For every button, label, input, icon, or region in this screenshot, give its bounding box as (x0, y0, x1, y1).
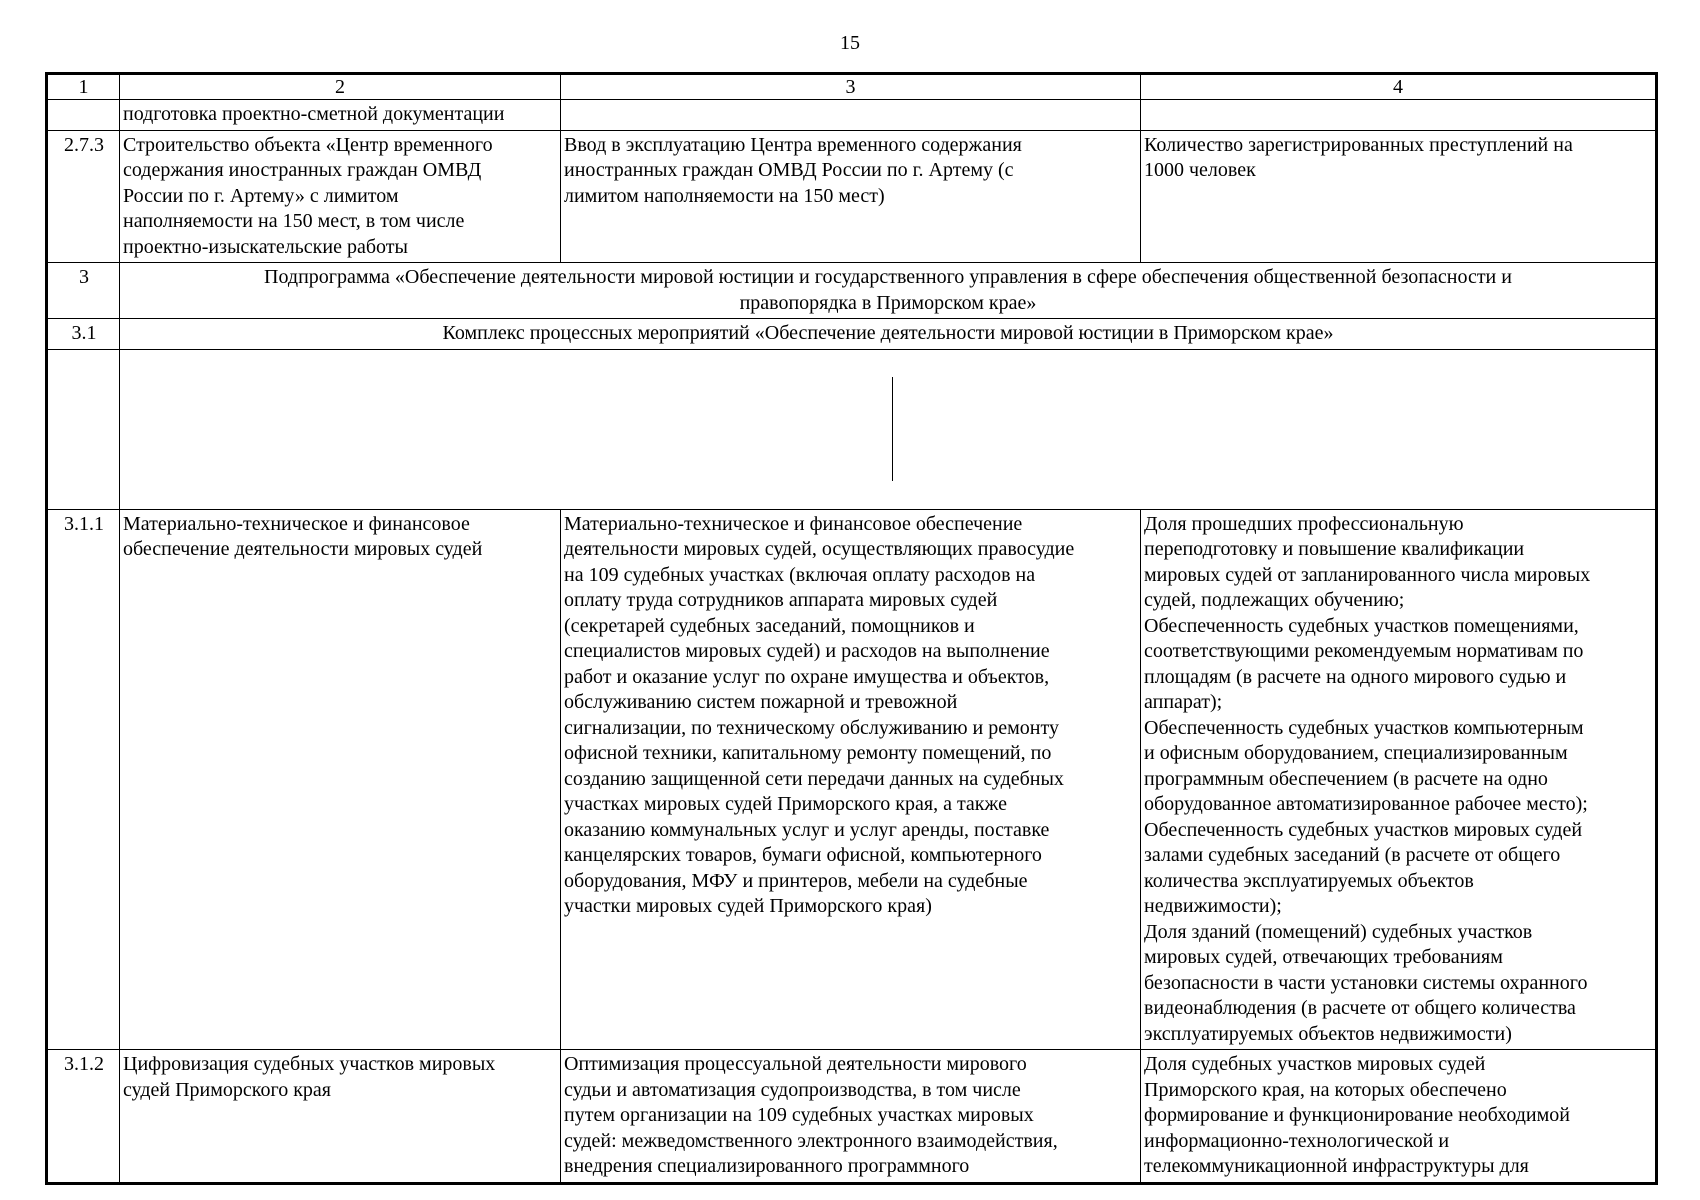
responsible-text (123, 377, 893, 481)
measures-table (45, 72, 1658, 1185)
measure-description: Ввод в эксплуатацию Центра временного содержания иностранных граждан ОМВД России по г. Артему (с лимитом наполняемости на 150 мест) (561, 130, 1141, 263)
measure-indicator: Доля прошедших профессиональную переподготовку и повышение квалификации мировых судей от запланированного числа мировых судей, подлежащих обучению; Обеспеченность судебных участков помещениями, соответствующими рекомендуемым нормативам по площадям (в расчете на одного мирового судью и аппарат); Обеспеченность судебных участков компьютерным и офисным оборудованием, специализированным программным обеспечением (в расчете на одно оборудованное автоматизированное рабочее место); Обеспеченность судебных участков мировых судей залами судебных заседаний (в расчете от общего количества эксплуатируемых объектов недвижимости); Доля зданий (помещений) судебных участков мировых судей, отвечающих требованиям безопасности в части установки системы охранного видеонаблюдения (в расчете от общего количества эксплуатируемых объектов недвижимости) (1141, 509, 1657, 1050)
subprogram-title: Подпрограмма «Обеспечение деятельности мировой юстиции и государственного управления в сфере обеспечения общественной безопасности и правопорядка в Приморском крае» (120, 263, 1657, 319)
table-row (47, 130, 1657, 263)
table-row (47, 100, 1657, 131)
measure-name: подготовка проектно-сметной документации (120, 100, 561, 131)
measure-name: Строительство объекта «Центр временного содержания иностранных граждан ОМВД России по г. Артему» с лимитом наполняемости на 150 мест, в том числе проектно-изыскательские работы (120, 130, 561, 263)
row-number: 3 (47, 263, 120, 319)
measure-description: Оптимизация процессуальной деятельности мирового судьи и автоматизация судопроизводства, в том числе путем организации на 109 судебных участках мировых судей: межведомственного электронного взаимодействия, внедрения специализированного программного (561, 1050, 1141, 1184)
empty-cell (47, 349, 120, 509)
subprogram-row (47, 263, 1657, 319)
responsible-cell (120, 349, 1657, 509)
measure-indicator: Количество зарегистрированных преступлений на 1000 человек (1141, 130, 1657, 263)
measure-description: Материально-техническое и финансовое обеспечение деятельности мировых судей, осуществляющих правосудие на 109 судебных участках (включая оплату расходов на оплату труда сотрудников аппарата мировых судей (секретарей судебных заседаний, помощников и специалистов мировых судей) и расходов на выполнение работ и оказание услуг по охране имущества и объектов, обслуживанию систем пожарной и тревожной сигнализации, по техническому обслуживанию и ремонту офисной техники, капитальному ремонту помещений, по созданию защищенной сети передачи данных на судебных участках мировых судей Приморского края, а также оказанию коммунальных услуг и услуг аренды, поставке канцелярских товаров, бумаги офисной, компьютерного оборудования, МФУ и принтеров, мебели на судебные участки мировых судей Приморского края) (561, 509, 1141, 1050)
header-cell: 2 (120, 74, 561, 100)
responsible-dash (893, 377, 1653, 481)
measure-name: Материально-техническое и финансовое обеспечение деятельности мировых судей (120, 509, 561, 1050)
row-number: 3.1 (47, 319, 120, 350)
page-number: 15 (840, 32, 860, 54)
table-row (47, 1050, 1657, 1184)
row-number: 3.1.2 (47, 1050, 120, 1184)
measure-indicator (1141, 100, 1657, 131)
row-number: 3.1.1 (47, 509, 120, 1050)
measure-indicator: Доля судебных участков мировых судей Приморского края, на которых обеспечено формирование и функционирование необходимой информационно-технологической и телекоммуникационной инфраструктуры для (1141, 1050, 1657, 1184)
table-row (47, 509, 1657, 1050)
row-number: 2.7.3 (47, 130, 120, 263)
table-header-row (47, 74, 1657, 100)
measure-name: Цифровизация судебных участков мировых судей Приморского края (120, 1050, 561, 1184)
header-cell: 3 (561, 74, 1141, 100)
responsible-row (47, 349, 1657, 509)
header-cell: 4 (1141, 74, 1657, 100)
measure-description (561, 100, 1141, 131)
header-cell: 1 (47, 74, 120, 100)
row-number (47, 100, 120, 131)
complex-title: Комплекс процессных мероприятий «Обеспечение деятельности мировой юстиции в Приморском крае» (120, 319, 1657, 350)
complex-row (47, 319, 1657, 350)
